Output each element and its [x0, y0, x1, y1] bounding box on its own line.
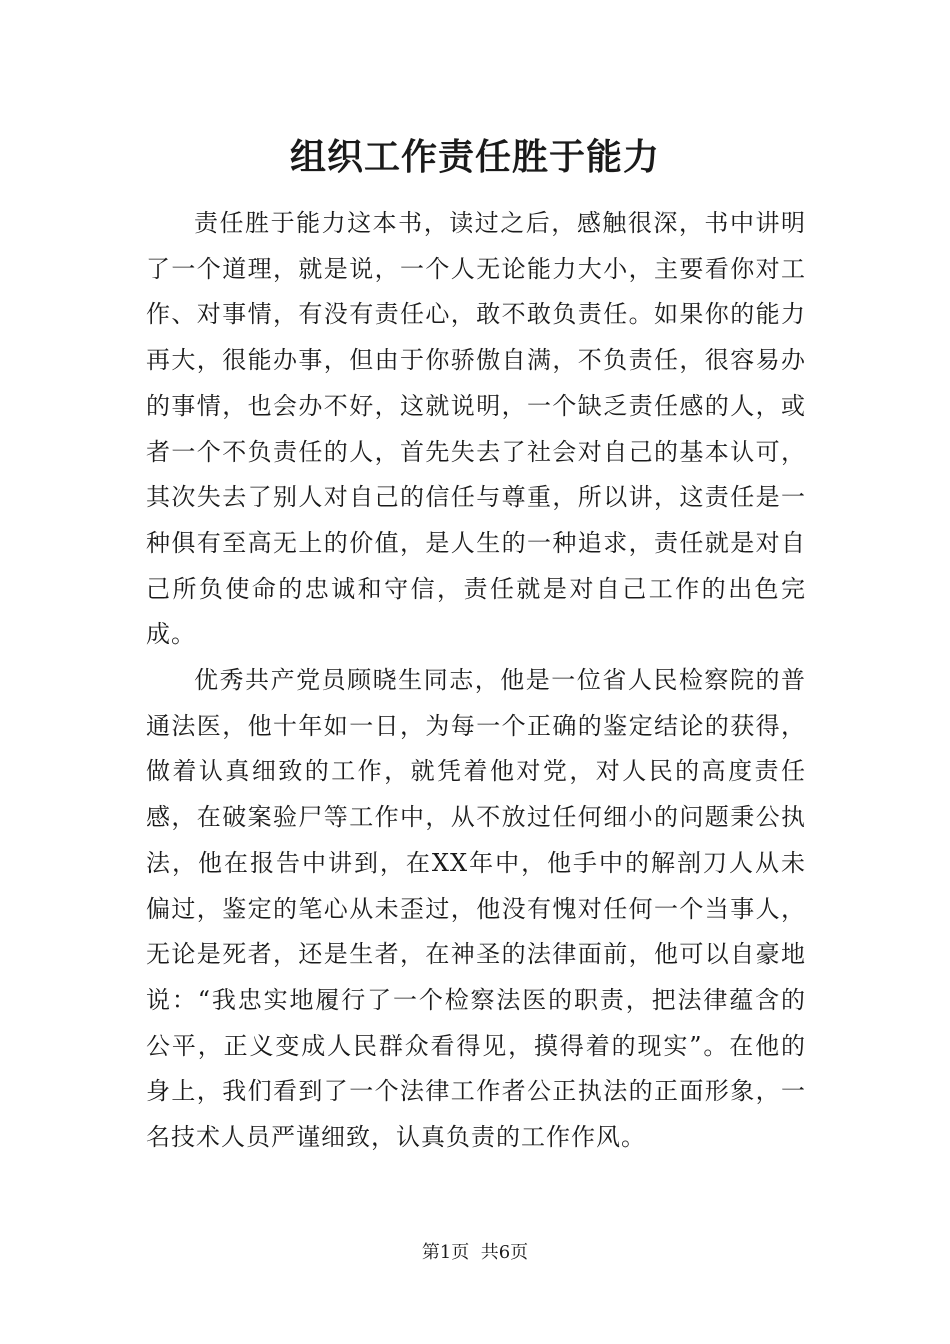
- page-total: 共6页: [480, 1242, 529, 1263]
- page-number: 第1页: [421, 1242, 470, 1263]
- paragraph-1: 责任胜于能力这本书，读过之后，感触很深，书中讲明了一个道理，就是说，一个人无论能力大小，主要看你对工作、对事情，有没有责任心，敢不敢负责任。如果你的能力再大，很能办事，但由于你骄傲自满，不负责任，很容易办的事情，也会办不好，这就说明，一个缺乏责任感的人，或者一个不负责任的人，首先失去了社会对自己的基本认可，其次失去了别人对自己的信任与尊重，所以讲，这责任是一种俱有至高无上的价值，是人生的一种追求，责任就是对自己所负使命的忠诚和守信，责任就是对自己工作的出色完成。: [146, 209, 806, 649]
- document-title: 组织工作责任胜于能力: [289, 136, 660, 178]
- paragraph-2: 优秀共产党员顾晓生同志，他是一位省人民检察院的普通法医，他十年如一日，为每一个正确的鉴定结论的获得，做着认真细致的工作，就凭着他对党，对人民的高度责任感，在破案验尸等工作中，从不放过任何细小的问题秉公执法，他在报告中讲到，在XX年中，他手中的解剖刀人从未偏过，鉴定的笔心从未歪过，他没有愧对任何一个当事人，无论是死者，还是生者，在神圣的法律面前，他可以自豪地说：“我忠实地履行了一个检察法医的职责，把法律蕴含的公平，正义变成人民群众看得见，摸得着的现实”。在他的身上，我们看到了一个法律工作者公正执法的正面形象，一名技术人员严谨细致，认真负责的工作作风。: [146, 666, 806, 1152]
- document-body: [146, 201, 806, 1161]
- page-footer: [0, 1240, 950, 1266]
